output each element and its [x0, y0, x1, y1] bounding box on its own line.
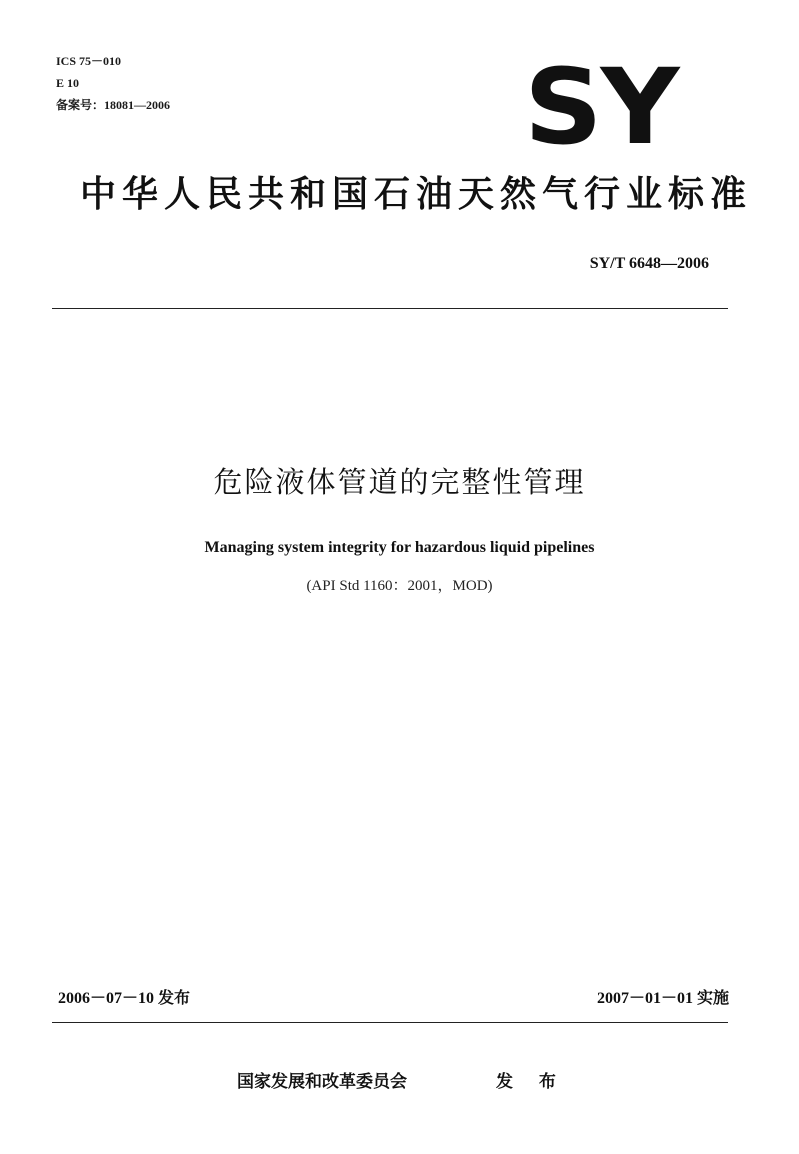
issue-date: 2006－07－10 发布 — [58, 990, 191, 1007]
implementation-date: 2007－01－01 实施 — [596, 990, 729, 1007]
cover-metadata — [56, 50, 170, 116]
authority-title: 中华人民共和国石油天然气行业标准 — [80, 174, 753, 215]
filing-number: 备案号：18081—2006 — [56, 98, 171, 112]
standard-number: SY/T 6648—2006 — [589, 255, 709, 272]
ics-code: ICS 75－010 — [56, 54, 122, 68]
sy-logo: SY — [524, 46, 678, 168]
publish-label: 发 布 — [496, 1072, 566, 1092]
bottom-divider — [52, 1022, 728, 1023]
publisher-name: 国家发展和改革委员会 — [237, 1072, 407, 1092]
document-title-english: Managing system integrity for hazardous liquid pipelines — [204, 539, 595, 556]
top-divider — [52, 308, 728, 309]
document-title-chinese: 危险液体管道的完整性管理 — [213, 465, 586, 499]
classification-code: E 10 — [56, 76, 80, 90]
document-reference: (API Std 1160：2001，MOD) — [306, 578, 493, 594]
